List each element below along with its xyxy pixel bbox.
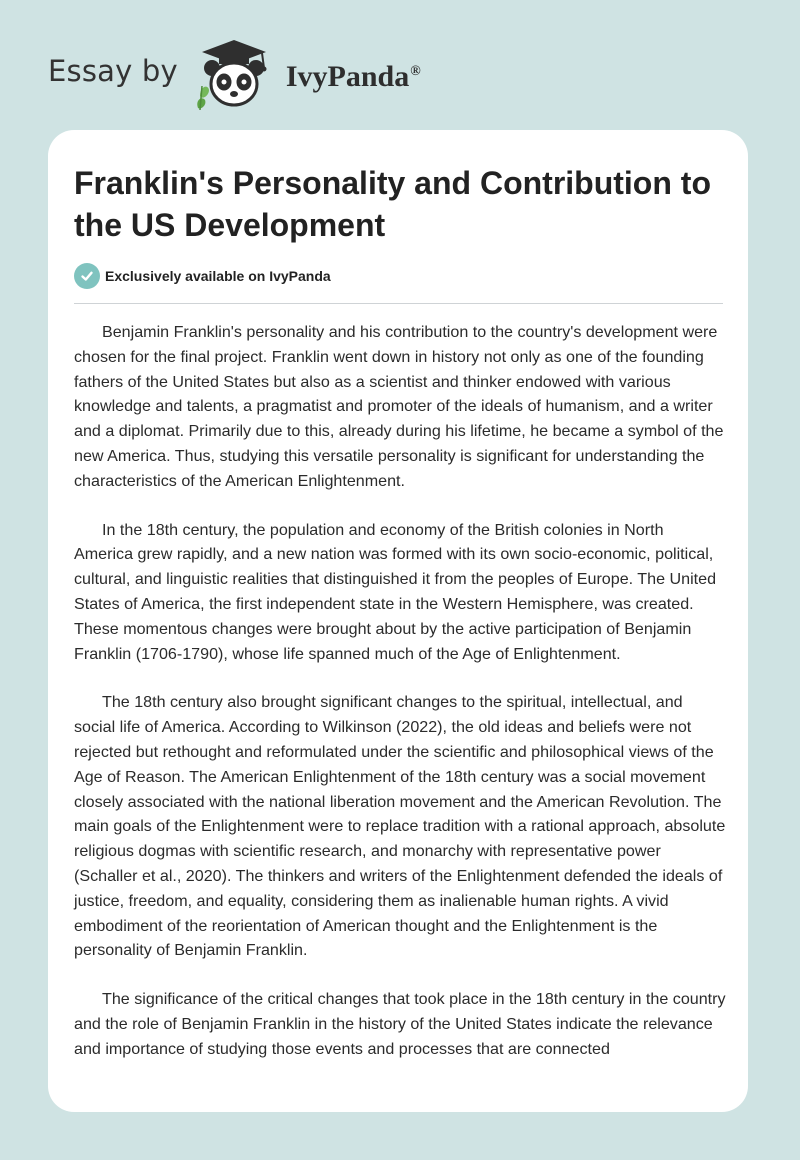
brand-name	[286, 60, 421, 94]
brand-header[interactable]	[48, 36, 421, 112]
paragraph: Benjamin Franklin's personality and his contribution to the country's development were chosen for the final project. Franklin went down in history not only as one of the founding fathers of the United States but also as a scientist and thinker endowed with various knowledge and talents, a pragmatist and promoter of the ideals of humanism, and a writer and a diplomat. Primarily due to this, already during his lifetime, he became a symbol of the new America. Thus, studying this versatile personality is significant for understanding the characteristics of the American Enlightenment.	[74, 323, 724, 490]
panda-logo-icon	[192, 38, 284, 110]
registered-mark: ®	[410, 64, 421, 79]
divider	[74, 303, 723, 304]
paragraph: In the 18th century, the population and economy of the British colonies in North America grew rapidly, and a new nation was formed with its own socio-economic, political, cultural, and linguistic realities that distinguished it from the peoples of Europe. The United States of America, the first independent state in the Western Hemisphere, was created. These momentous changes were brought about by the active participation of Benjamin Franklin (1706-1790), whose life spanned much of the Age of Enlightenment.	[74, 520, 717, 663]
essay-body	[74, 320, 726, 1086]
exclusive-badge-label: Exclusively available on IvyPanda	[105, 268, 331, 284]
paragraph: The significance of the critical changes that took place in the 18th century in the country and the role of Benjamin Franklin in the history of the United States indicate the relevance and importance of studying those events and processes that are connected	[74, 990, 726, 1058]
checkmark-icon	[74, 263, 100, 289]
essay-title: Franklin's Personality and Contribution to the US Development	[74, 165, 711, 243]
essay-card	[48, 130, 748, 1112]
brand-name-text: IvyPanda	[285, 60, 410, 93]
paragraph: The 18th century also brought significant changes to the spiritual, intellectual, and social life of America. According to Wilkinson (2022), the old ideas and beliefs were not rejected but rethought and reformulated under the scientific and philosophical views of the Age of Reason. The American Enlightenment of the 18th century was a social movement closely associated with the national liberation movement and the American Revolution. The main goals of the Enlightenment were to replace tradition with a rational approach, absolute religious dogmas with scientific research, and monarchy with representative power (Schaller et al., 2020). The thinkers and writers of the Enlightenment defended the ideals of justice, freedom, and equality, considering them as inalienable human rights. A vivid embodiment of the reorientation of American thought and the Enlightenment is the personality of Benjamin Franklin.	[74, 693, 726, 960]
brand-prefix: Essay by	[48, 54, 178, 88]
exclusive-badge	[74, 263, 331, 289]
